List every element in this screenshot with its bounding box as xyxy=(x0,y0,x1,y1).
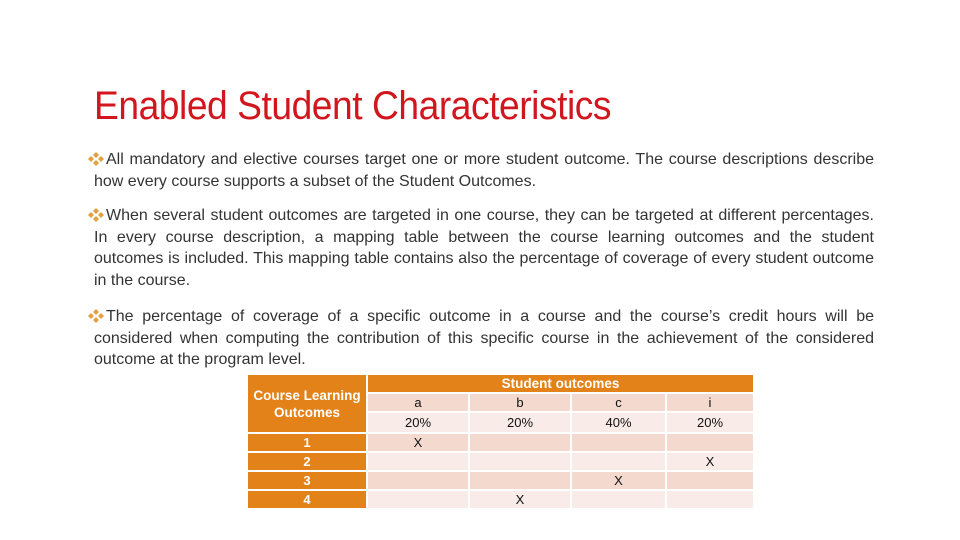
column-percentage: 20% xyxy=(667,413,753,432)
table-cell xyxy=(667,491,753,508)
bullet-text: The percentage of coverage of a specific outcome in a course and the course’s credit hours will be considered when computing the contribution of this specific course in the achievement of the considered outcome at the program level. xyxy=(94,308,874,368)
row-label: 3 xyxy=(248,472,366,489)
diamond-cluster-icon xyxy=(88,208,104,222)
row-label: 2 xyxy=(248,453,366,470)
outcome-mapping-table xyxy=(246,373,755,510)
table-cell: X xyxy=(470,491,570,508)
table-cell xyxy=(368,453,468,470)
column-percentage: 20% xyxy=(368,413,468,432)
group-header-label: Student outcomes xyxy=(368,375,753,392)
table-cell xyxy=(470,472,570,489)
table-cell: X xyxy=(667,453,753,470)
bullet-item xyxy=(94,306,874,371)
table-row xyxy=(248,453,753,470)
table-cell: X xyxy=(368,434,468,451)
bullet-item xyxy=(94,149,874,192)
table-cell xyxy=(667,472,753,489)
column-label: a xyxy=(368,394,468,411)
table-cell xyxy=(572,434,665,451)
column-label: c xyxy=(572,394,665,411)
diamond-cluster-icon xyxy=(88,152,104,166)
diamond-cluster-icon xyxy=(88,309,104,323)
table-cell xyxy=(667,434,753,451)
row-label: 1 xyxy=(248,434,366,451)
column-percentage: 20% xyxy=(470,413,570,432)
table-cell xyxy=(572,453,665,470)
bullet-text: All mandatory and elective courses target one or more student outcome. The course descriptions describe how every course supports a subset of the Student Outcomes. xyxy=(94,151,874,190)
bullet-item xyxy=(94,205,874,291)
column-label: i xyxy=(667,394,753,411)
bullet-text: When several student outcomes are targeted in one course, they can be targeted at different percentages. In every course description, a mapping table between the course learning outcomes and the student outcomes is included. This mapping table contains also the percentage of coverage of every student outcome in the course. xyxy=(94,207,874,289)
table-cell xyxy=(572,491,665,508)
table-row xyxy=(248,491,753,508)
table-cell xyxy=(368,472,468,489)
row-label: 4 xyxy=(248,491,366,508)
row-header-label: Course Learning Outcomes xyxy=(248,375,366,432)
table-cell xyxy=(470,453,570,470)
slide-title: Enabled Student Characteristics xyxy=(94,84,612,128)
table-row xyxy=(248,434,753,451)
table-cell xyxy=(368,491,468,508)
column-label: b xyxy=(470,394,570,411)
table-row xyxy=(248,472,753,489)
table-cell: X xyxy=(572,472,665,489)
column-percentage: 40% xyxy=(572,413,665,432)
table-cell xyxy=(470,434,570,451)
